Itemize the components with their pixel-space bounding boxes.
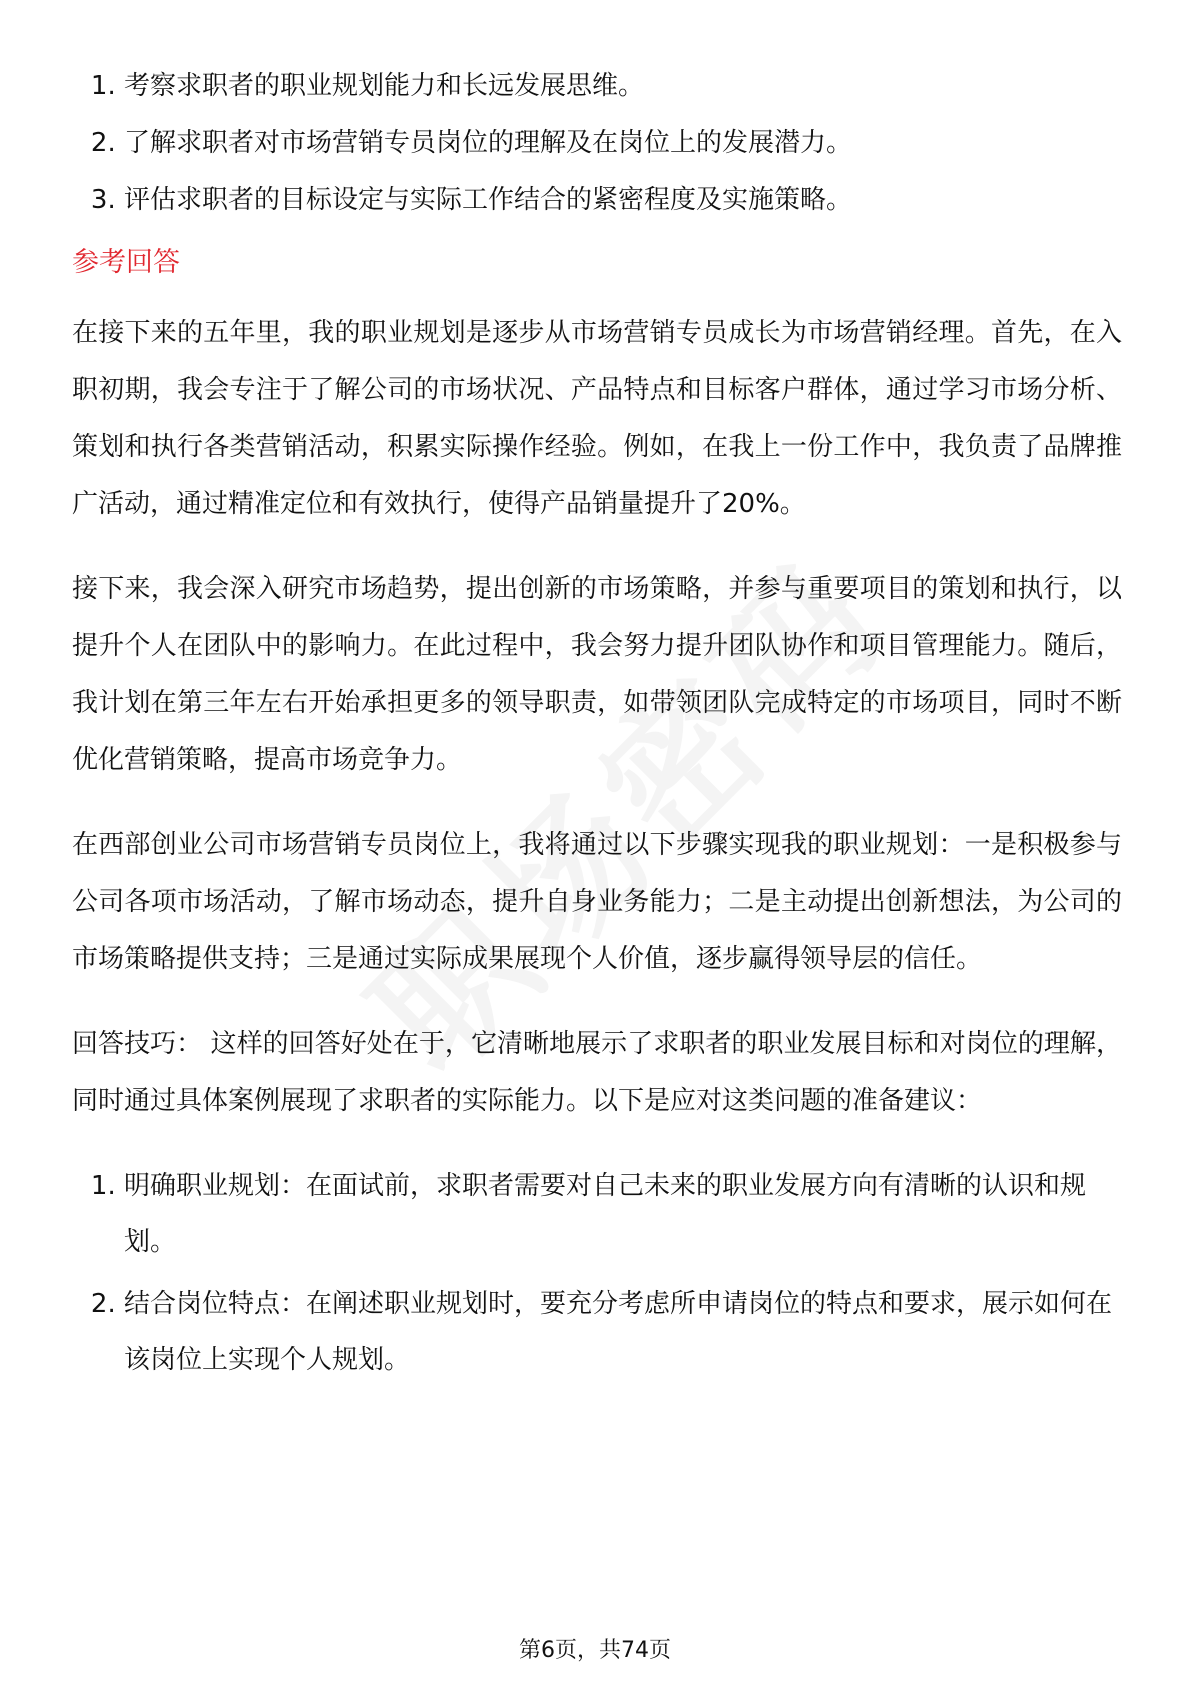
answer-paragraph-3: 在西部创业公司市场营销专员岗位上，我将通过以下步骤实现我的职业规划：一是积极参与公司各项市场活动，了解市场动态，提升自身业务能力；二是主动提出创新想法，为公司的市场策略提供支持；三是通过实际成果展现个人价值，逐步赢得领导层的信任。 (72, 830, 1122, 974)
answer-heading: 参考回答 (72, 247, 180, 278)
intro-list (72, 58, 1122, 229)
answer-paragraph-2: 接下来，我会深入研究市场趋势，提出创新的市场策略，并参与重要项目的策划和执行，以提升个人在团队中的影响力。在此过程中，我会努力提升团队协作和项目管理能力。随后，我计划在第三年左右开始承担更多的领导职责，如带领团队完成特定的市场项目，同时不断优化营销策略，提高市场竞争力。 (72, 574, 1122, 775)
tips-paragraph: 回答技巧： 这样的回答好处在于，它清晰地展示了求职者的职业发展目标和对岗位的理解，同时通过具体案例展现了求职者的实际能力。以下是应对这类问题的准备建议： (72, 1029, 1122, 1116)
list-item: 1. 考察求职者的职业规划能力和长远发展思维。 (124, 58, 1122, 115)
list-item: 3. 评估求职者的目标设定与实际工作结合的紧密程度及实施策略。 (124, 172, 1122, 229)
list-item: 2. 结合岗位特点：在阐述职业规划时，要充分考虑所申请岗位的特点和要求，展示如何在该岗位上实现个人规划。 (124, 1276, 1122, 1388)
answer-paragraph-1: 在接下来的五年里，我的职业规划是逐步从市场营销专员成长为市场营销经理。首先，在入职初期，我会专注于了解公司的市场状况、产品特点和目标客户群体，通过学习市场分析、策划和执行各类营销活动，积累实际操作经验。例如，在我上一份工作中，我负责了品牌推广活动，通过精准定位和有效执行，使得产品销量提升了20%。 (72, 318, 1122, 519)
page-number: 第6页，共74页 (519, 1638, 671, 1663)
tips-list (72, 1158, 1122, 1388)
page-content (72, 58, 1122, 1394)
list-item: 1. 明确职业规划：在面试前，求职者需要对自己未来的职业发展方向有清晰的认识和规划。 (124, 1158, 1122, 1270)
list-item: 2. 了解求职者对市场营销专员岗位的理解及在岗位上的发展潜力。 (124, 115, 1122, 172)
